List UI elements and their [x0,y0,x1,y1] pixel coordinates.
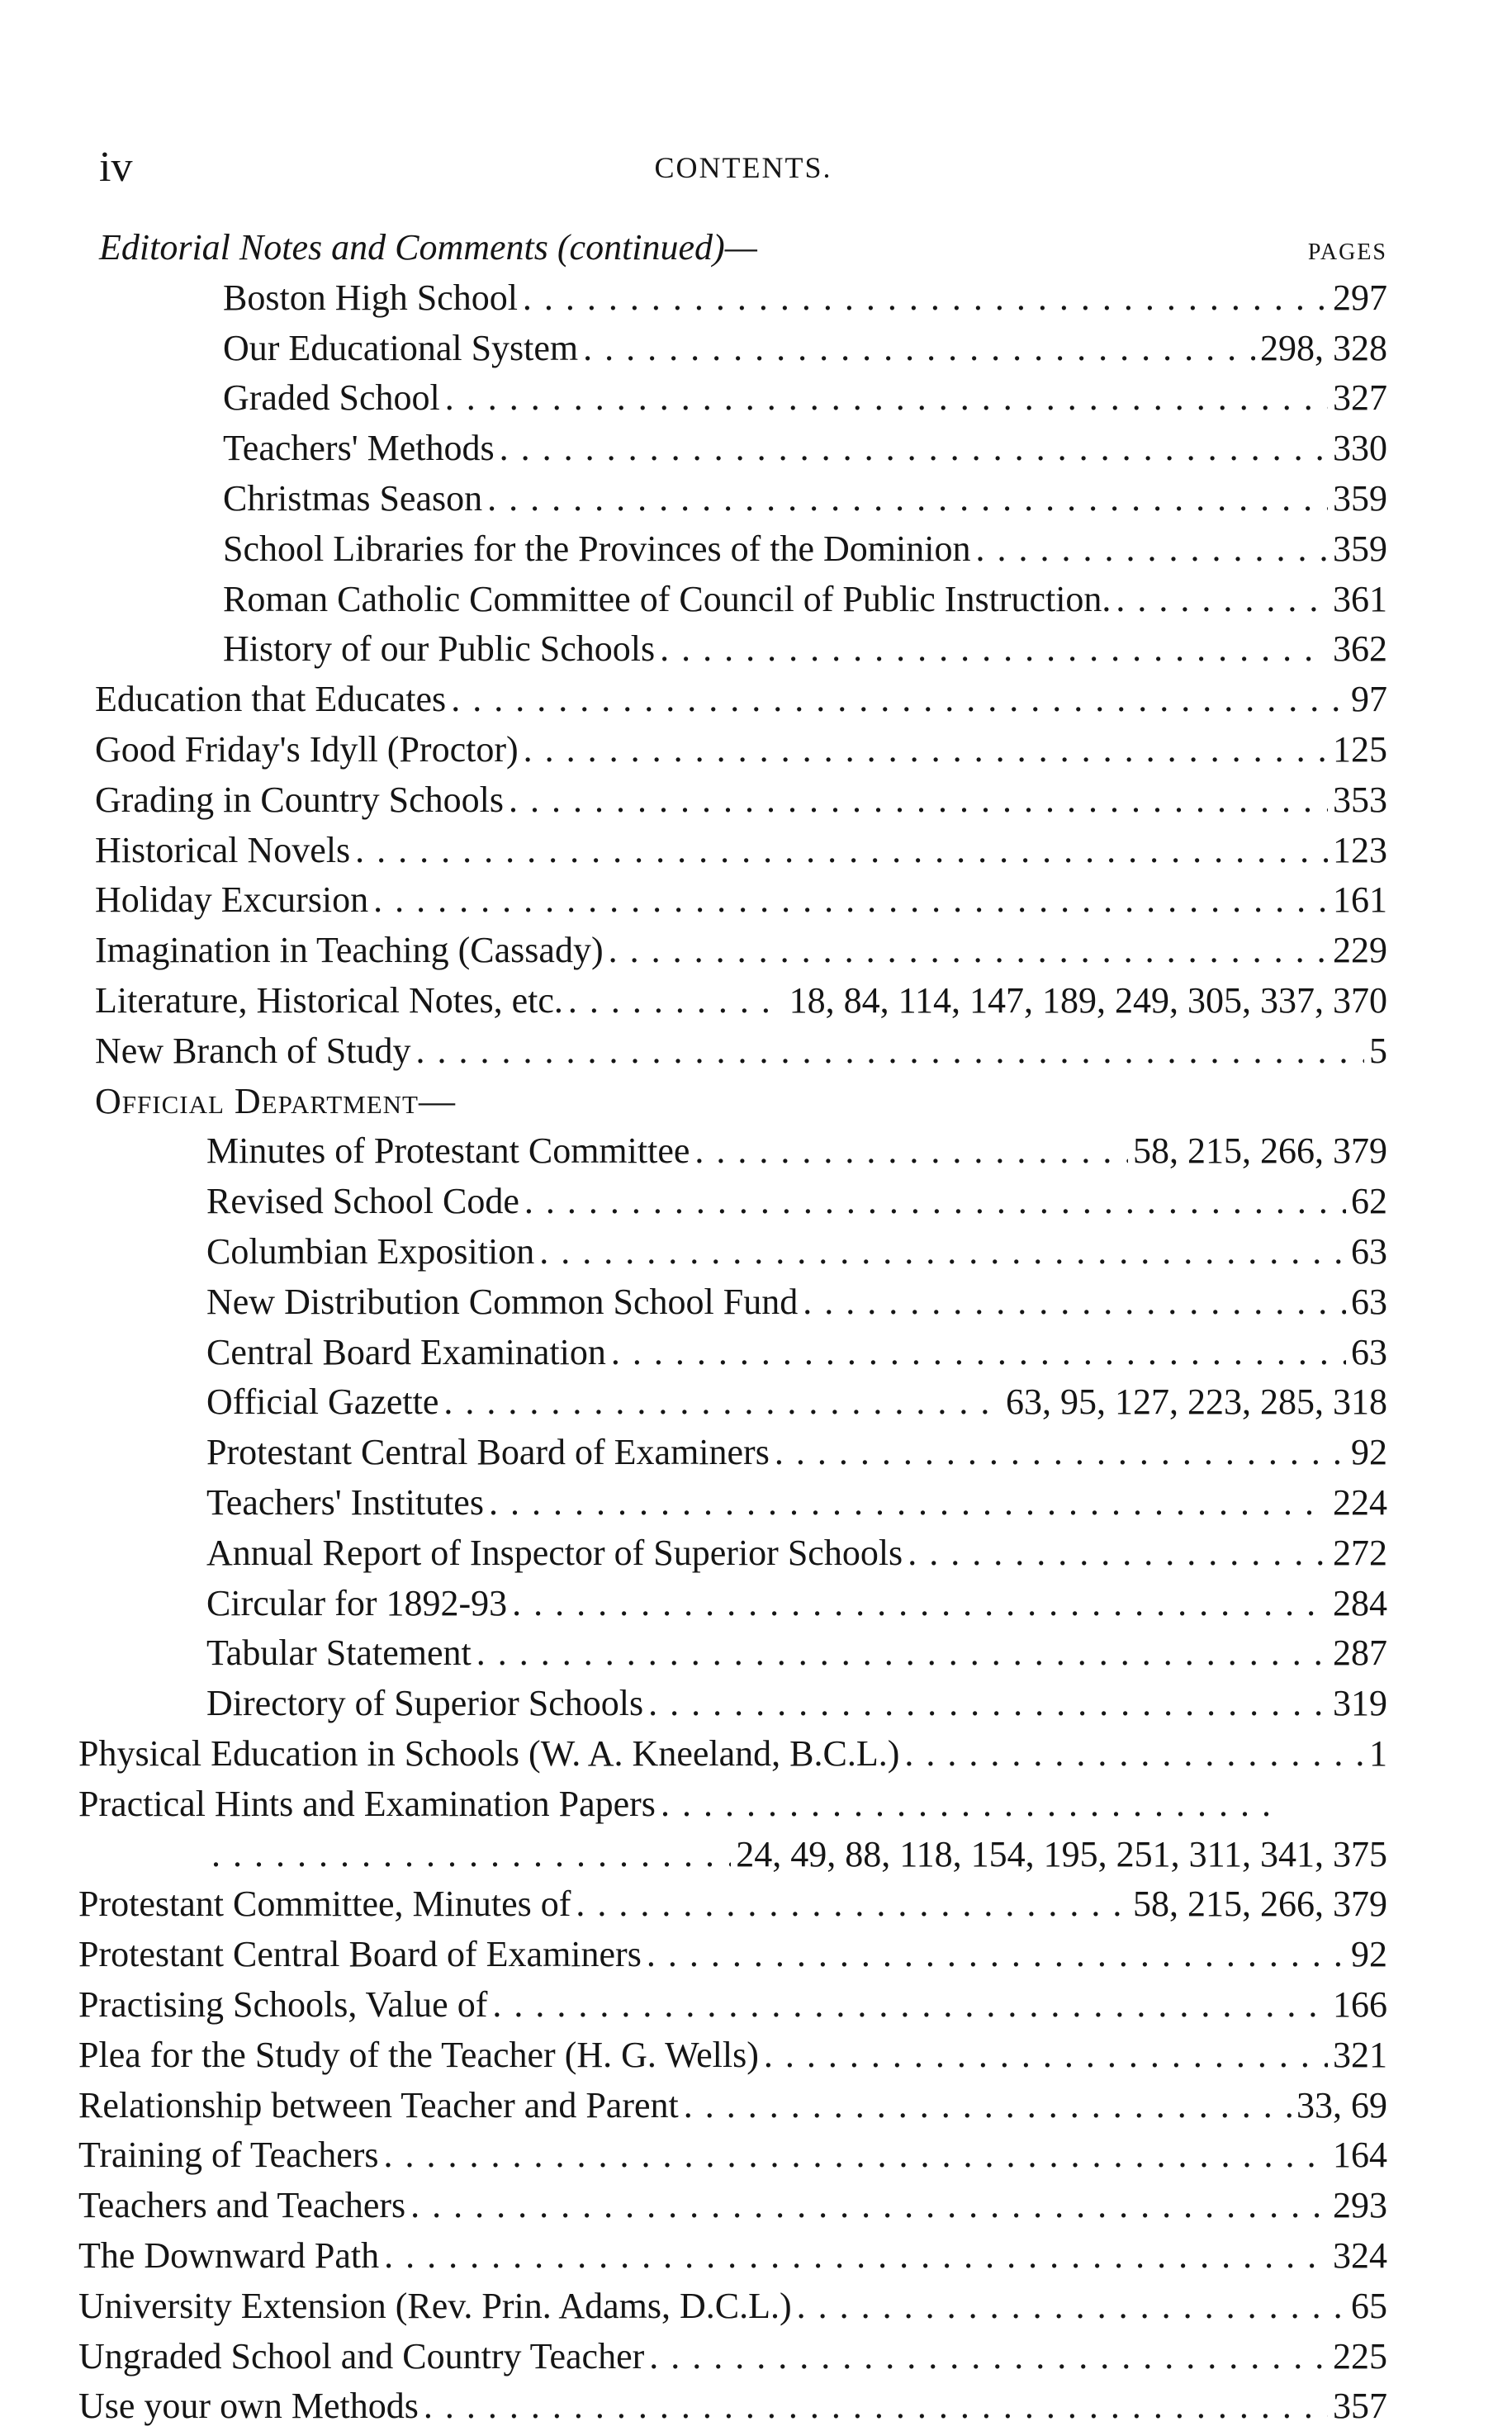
entry-pages: 161 [1333,879,1387,921]
toc-entry [95,675,1387,724]
entry-pages: 18, 84, 114, 147, 189, 249, 305, 337, 370 [789,980,1387,1021]
entry-title: History of our Public Schools [223,628,656,670]
dot-leader [487,474,1328,524]
dot-leader [416,1026,1365,1076]
entry-title: Good Friday's Idyll (Proctor) [95,729,519,770]
toc-entry [206,1126,1387,1176]
entry-pages: 229 [1333,930,1387,971]
section-heading-official [95,1077,1387,1126]
section-heading-editorial [99,223,1387,272]
dot-leader [489,1478,1328,1528]
toc-entry [95,725,1387,775]
dot-leader [660,624,1328,674]
entry-title: Ungraded School and Country Teacher [78,2335,645,2377]
dot-leader [509,775,1328,825]
running-title: CONTENTS. [654,151,832,184]
toc-entry [78,2081,1387,2130]
dot-leader [476,1628,1328,1678]
entry-title: New Distribution Common School Fund [206,1281,799,1322]
page-header [99,139,1387,197]
dot-leader [684,2081,1292,2130]
entry-pages: 293 [1333,2185,1387,2226]
dot-leader [211,1830,731,1879]
entry-title: Official Gazette [206,1381,439,1423]
section-heading: Editorial Notes and Comments (continued)— [99,227,757,268]
toc-entry [78,2332,1387,2381]
dot-leader [355,826,1328,875]
dot-leader [904,1729,1364,1779]
entry-title: University Extension (Rev. Prin. Adams, D.C.L.) [78,2285,792,2326]
entry-pages: 330 [1333,428,1387,469]
dot-leader [661,1779,1283,1829]
toc-entry [78,1879,1387,1929]
dot-leader [609,926,1328,975]
entry-pages: 58, 215, 266, 379 [1133,1130,1387,1172]
entry-pages: 5 [1369,1030,1387,1071]
entry-pages: 353 [1333,779,1387,820]
entry-pages: 327 [1333,377,1387,419]
entry-pages: 361 [1333,578,1387,619]
entry-title: Physical Education in Schools (W. A. Kneeland, B.C.L.) [78,1733,900,1774]
toc-entry [223,524,1387,574]
entry-pages: 284 [1333,1582,1387,1623]
entry-pages: 321 [1333,2034,1387,2075]
toc-entry [78,2130,1387,2180]
entry-title: School Libraries for the Provinces of the Dominion [223,528,971,569]
toc-entry [95,826,1387,875]
entry-title: New Branch of Study [95,1030,411,1071]
dot-leader [764,2031,1328,2080]
toc-entry [223,474,1387,524]
entry-pages: 362 [1333,628,1387,670]
entry-pages: 63, 95, 127, 223, 285, 318 [1006,1381,1387,1423]
dot-leader [775,1428,1346,1477]
toc-entry [223,575,1387,624]
entry-pages: 319 [1333,1683,1387,1724]
entry-title: Central Board Examination [206,1331,606,1372]
dot-leader [797,2282,1346,2331]
entry-title: Protestant Central Board of Examiners [206,1432,770,1473]
entry-title: Historical Novels [95,829,351,870]
dot-leader [492,1980,1328,2030]
entry-pages: 225 [1333,2335,1387,2377]
entry-pages: 166 [1333,1984,1387,2025]
toc-entry [78,2231,1387,2281]
dot-leader [524,725,1328,775]
toc-entry [223,373,1387,423]
dot-leader [1116,575,1328,624]
entry-pages: 24, 49, 88, 118, 154, 195, 251, 311, 341, 375 [736,1833,1387,1874]
dot-leader [524,1177,1346,1226]
entry-pages: 63 [1351,1281,1387,1322]
dot-leader [523,273,1328,323]
entry-title: Protestant Central Board of Examiners [78,1934,642,1975]
entry-title: Tabular Statement [206,1633,472,1674]
toc-entry [206,1679,1387,1728]
dot-leader [500,424,1328,473]
dot-leader [443,1377,1001,1427]
entry-pages: 224 [1333,1482,1387,1523]
dot-leader [694,1126,1128,1176]
entry-pages: 97 [1351,679,1387,720]
toc-entry [223,324,1387,373]
dot-leader [384,2231,1328,2281]
toc-entry-continuation [206,1830,1387,1879]
dot-leader [647,1930,1346,1979]
entry-pages: 92 [1351,1432,1387,1473]
entry-pages: 359 [1333,478,1387,519]
pages-column-label: PAGES [1307,239,1387,265]
toc-entry [206,1277,1387,1327]
toc-entry [95,775,1387,825]
toc-entry [206,1227,1387,1277]
dot-leader [373,875,1328,925]
entry-title: Relationship between Teacher and Parent [78,2084,679,2125]
entry-title: Boston High School [223,277,518,318]
dot-leader [568,976,784,1026]
entry-title: Revised School Code [206,1181,519,1222]
toc-entry [78,2282,1387,2331]
toc-entry [206,1328,1387,1377]
dot-leader [649,2332,1328,2381]
entry-title: Our Educational System [223,327,579,368]
entry-pages: 63 [1351,1231,1387,1272]
toc-entry [206,1428,1387,1477]
entry-title: Columbian Exposition [206,1231,535,1272]
entry-title: Annual Report of Inspector of Superior Schools [206,1532,903,1573]
entry-pages: 62 [1351,1181,1387,1222]
entry-pages: 123 [1333,829,1387,870]
entry-title: Minutes of Protestant Committee [206,1130,690,1172]
dot-leader [648,1679,1328,1728]
page-number: iv [99,144,133,191]
dot-leader [908,1528,1328,1578]
toc-entry [206,1478,1387,1528]
entry-pages: 58, 215, 266, 379 [1133,1884,1387,1925]
toc-entry [95,875,1387,925]
entry-title: Education that Educates [95,679,447,720]
entry-title: Practising Schools, Value of [78,1984,488,2025]
entry-title: Directory of Superior Schools [206,1683,644,1724]
entry-pages: 324 [1333,2235,1387,2276]
toc-entry [95,976,1387,1026]
toc-entry [78,1980,1387,2030]
entry-title: Imagination in Teaching (Cassady) [95,930,604,971]
entry-pages: 272 [1333,1532,1387,1573]
entry-pages: 63 [1351,1331,1387,1372]
entry-pages: 359 [1333,528,1387,569]
entry-pages: 65 [1351,2285,1387,2326]
toc-entry [78,2381,1387,2431]
entry-pages: 92 [1351,1934,1387,1975]
toc-entry [206,1377,1387,1427]
entry-title: Christmas Season [223,478,483,519]
toc-entry [206,1628,1387,1678]
entry-pages: 357 [1333,2386,1387,2427]
entry-title: Protestant Committee, Minutes of [78,1884,571,1925]
dot-leader [803,1277,1346,1327]
toc-entry [223,424,1387,473]
dot-leader [410,2181,1328,2230]
entry-title: Literature, Historical Notes, etc. [95,980,563,1021]
dot-leader [975,524,1328,574]
dot-leader [512,1579,1328,1628]
dot-leader [583,324,1255,373]
entry-pages: 164 [1333,2135,1387,2176]
entry-title: Teachers' Methods [223,428,495,469]
toc-entry [95,926,1387,975]
toc-entry [78,1729,1387,1779]
dot-leader [384,2130,1328,2180]
entry-title: Teachers' Institutes [206,1482,484,1523]
entry-pages: 297 [1333,277,1387,318]
entry-pages: 298, 328 [1260,327,1387,368]
dot-leader [576,1879,1128,1929]
entry-title: Holiday Excursion [95,879,369,921]
dot-leader [539,1227,1346,1277]
dot-leader [611,1328,1346,1377]
entry-pages: 125 [1333,729,1387,770]
entry-title: Training of Teachers [78,2135,379,2176]
entry-title: Graded School [223,377,440,419]
entry-pages: 1 [1369,1733,1387,1774]
entry-title: Circular for 1892-93 [206,1582,508,1623]
entry-title: Grading in Country Schools [95,779,504,820]
entry-title: The Downward Path [78,2235,380,2276]
entry-title: Practical Hints and Examination Papers [78,1783,656,1824]
entry-pages: 287 [1333,1633,1387,1674]
dot-leader [445,373,1328,423]
toc-entry [206,1528,1387,1578]
entry-title: Teachers and Teachers [78,2185,406,2226]
toc-entry [95,1026,1387,1076]
toc-entry [206,1177,1387,1226]
toc-entry [78,2031,1387,2080]
entry-title: Plea for the Study of the Teacher (H. G. Wells) [78,2034,759,2075]
entry-title: Roman Catholic Committee of Council of Public Instruction. [223,578,1111,619]
dot-leader [451,675,1346,724]
toc-entry [78,2181,1387,2230]
toc-entry [78,1779,1288,1829]
entry-title: Use your own Methods [78,2386,419,2427]
toc-entry [78,1930,1387,1979]
entry-pages: 33, 69 [1296,2084,1387,2125]
toc-entry [223,273,1387,323]
toc-entry [223,624,1387,674]
section-heading: Official Department— [95,1080,456,1121]
toc-entry [206,1579,1387,1628]
dot-leader [424,2381,1328,2431]
